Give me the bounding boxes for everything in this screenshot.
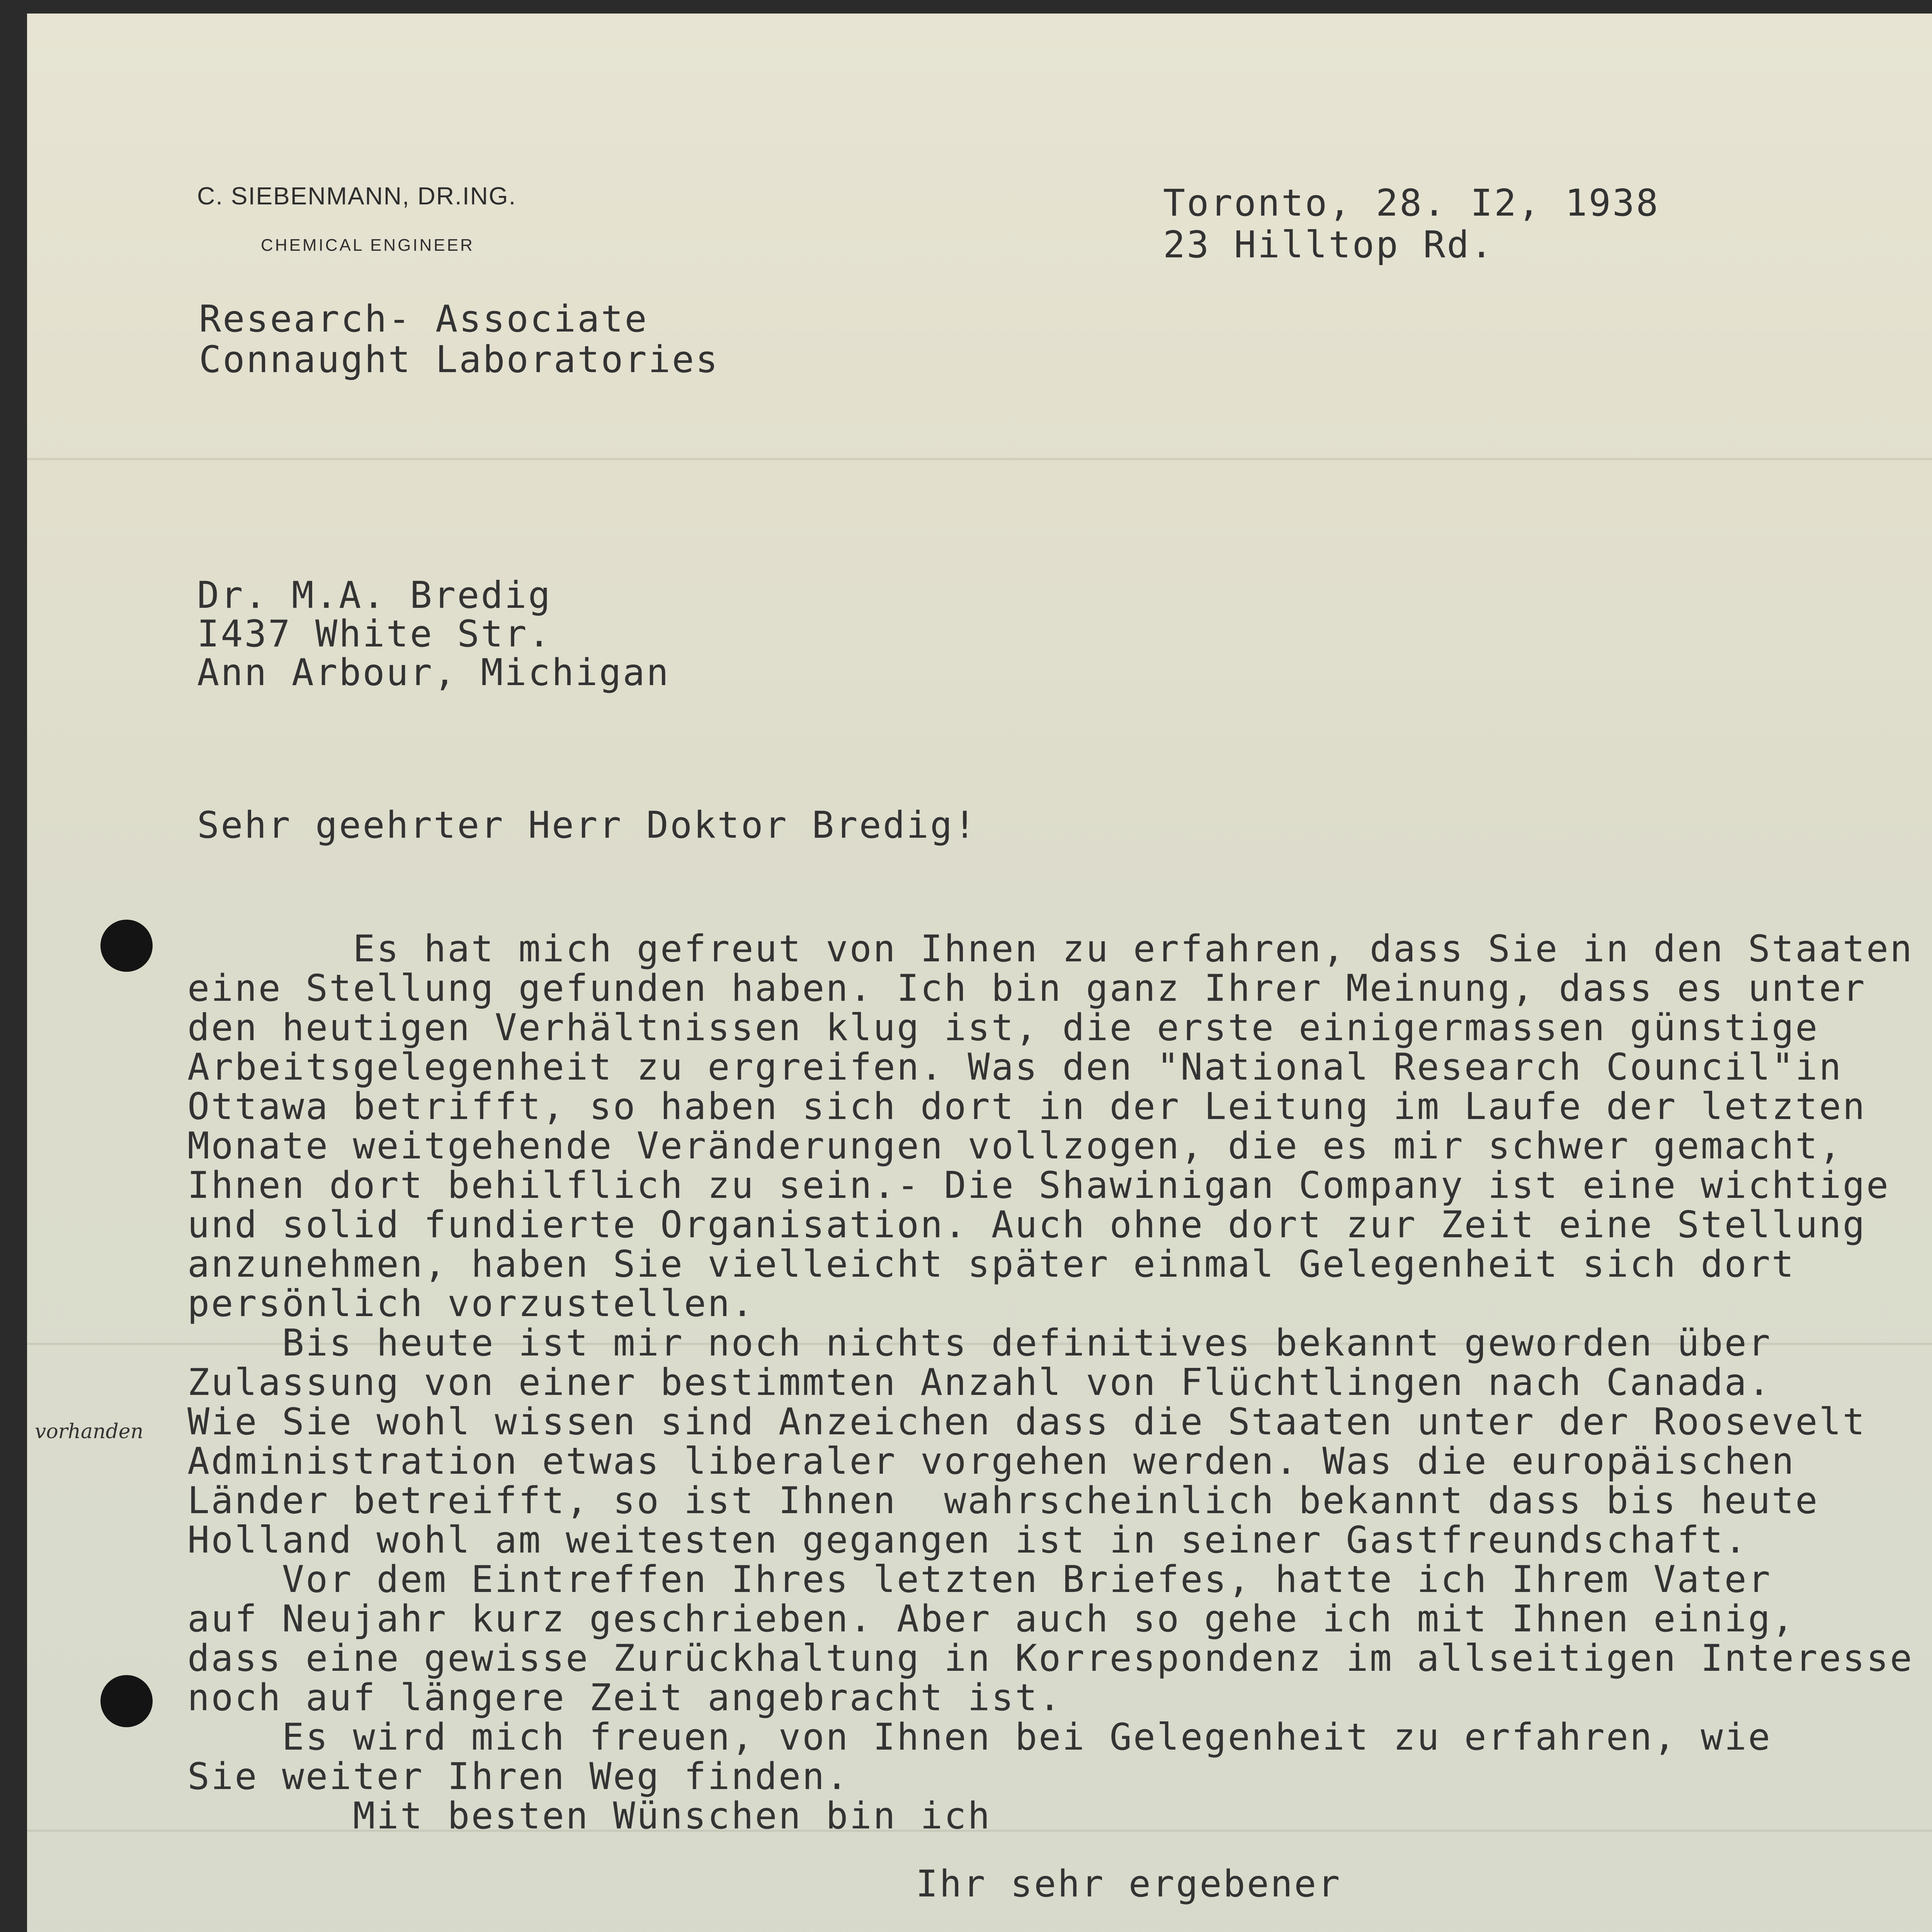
letterhead-position-1: Research- Associate [199, 298, 648, 340]
body-line: Es hat mich gefreut von Ihnen zu erfahren, dass Sie in den Staaten [187, 928, 1914, 970]
handwritten-note: vorhanden [35, 1420, 144, 1443]
body-line: Holland wohl am weitesten gegangen ist in seiner Gastfreundschaft. [187, 1519, 1748, 1561]
body-line: und solid fundierte Organisation. Auch ohne dort zur Zeit eine Stellung [187, 1204, 1866, 1246]
body-line: Vor dem Eintreffen Ihres letzten Briefes, hatte ich Ihrem Vater [187, 1558, 1772, 1601]
body-line: Monate weitgehende Veränderungen vollzogen, die es mir schwer gemacht, [187, 1125, 1843, 1167]
body-line: Mit besten Wünschen bin ich [187, 1795, 992, 1837]
salutation: Sehr geehrter Herr Doktor Bredig! [197, 804, 978, 847]
body-line: anzunehmen, haben Sie vielleicht später einmal Gelegenheit sich dort [187, 1243, 1796, 1286]
body-line: Länder betreifft, so ist Ihnen wahrscheinlich bekannt dass bis heute [187, 1480, 1819, 1522]
body-line: Zulassung von einer bestimmten Anzahl von Flüchtlingen nach Canada. [187, 1361, 1772, 1404]
letterhead-position-2: Connaught Laboratories [199, 338, 719, 381]
body-line: Wie Sie wohl wissen sind Anzeichen dass die Staaten unter der Roosevelt [187, 1401, 1866, 1443]
place-date-line-1: Toronto, 28. I2, 1938 [1163, 182, 1660, 224]
body-line: persönlich vorzustellen. [187, 1282, 755, 1325]
punch-hole-top [100, 920, 153, 972]
letter-page [27, 14, 1932, 1932]
body-line: Es wird mich freuen, von Ihnen bei Gelegenheit zu erfahren, wie [187, 1716, 1772, 1759]
place-date-line-2: 23 Hilltop Rd. [1163, 224, 1494, 266]
paper-fold [27, 458, 1932, 460]
letterhead-name: C. SIEBENMANN, DR.ING. [197, 182, 517, 210]
body-line: Arbeitsgelegenheit zu ergreifen. Was den "National Research Council"in [187, 1046, 1843, 1088]
body-line: Ihnen dort behilflich zu sein.- Die Shawinigan Company ist eine wichtige [187, 1164, 1890, 1207]
letterhead-profession: CHEMICAL ENGINEER [261, 236, 474, 255]
body-line: Bis heute ist mir noch nichts definitives bekannt geworden über [187, 1322, 1772, 1364]
body-line: Ottawa betrifft, so haben sich dort in der Leitung im Laufe der letzten [187, 1085, 1866, 1128]
body-line: eine Stellung gefunden haben. Ich bin ganz Ihrer Meinung, dass es unter [187, 967, 1866, 1010]
closing: Ihr sehr ergebener [916, 1863, 1342, 1905]
body-line: dass eine gewisse Zurückhaltung in Korrespondenz im allseitigen Interesse [187, 1637, 1914, 1680]
body-line: den heutigen Verhältnissen klug ist, die erste einigermassen günstige [187, 1007, 1819, 1049]
body-line: Sie weiter Ihren Weg finden. [187, 1755, 850, 1798]
recipient-line-2: I437 White Str. [197, 613, 552, 655]
body-line: noch auf längere Zeit angebracht ist. [187, 1677, 1063, 1719]
recipient-line-1: Dr. M.A. Bredig [197, 574, 552, 617]
body-line: auf Neujahr kurz geschrieben. Aber auch so gehe ich mit Ihnen einig, [187, 1598, 1796, 1640]
recipient-line-3: Ann Arbour, Michigan [197, 651, 670, 694]
punch-hole-bottom [100, 1675, 153, 1727]
body-line: Administration etwas liberaler vorgehen werden. Was die europäischen [187, 1440, 1796, 1483]
